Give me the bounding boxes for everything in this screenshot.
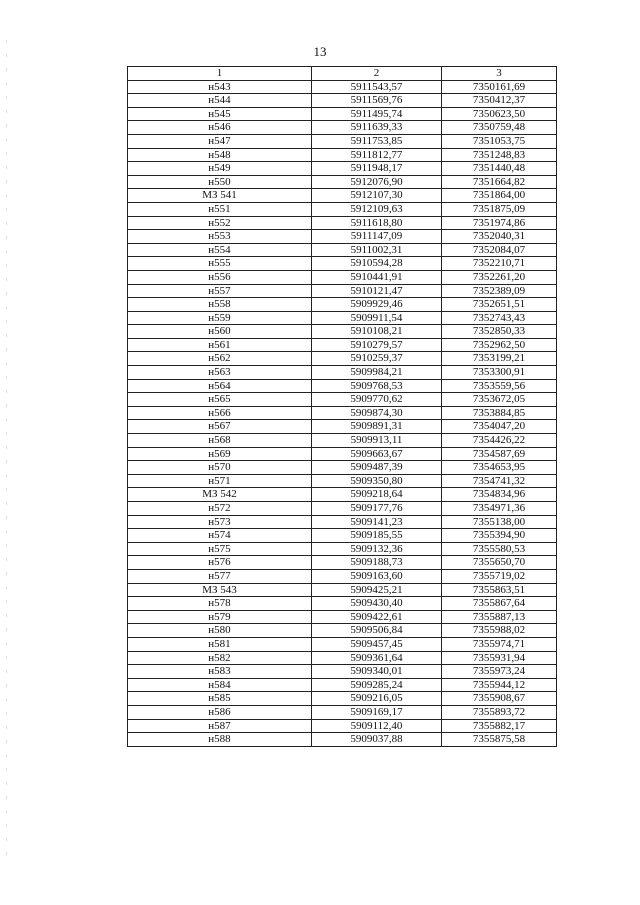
point-id-cell: н552 xyxy=(128,216,312,230)
y-coordinate-cell: 7354653,95 xyxy=(442,461,557,475)
point-id-cell: н566 xyxy=(128,406,312,420)
x-coordinate-cell: 5909874,30 xyxy=(312,406,442,420)
table-row xyxy=(128,202,557,216)
point-id-cell: н586 xyxy=(128,705,312,719)
x-coordinate-cell: 5911147,09 xyxy=(312,230,442,244)
table-row xyxy=(128,134,557,148)
x-coordinate-cell: 5909188,73 xyxy=(312,556,442,570)
column-header-3: 3 xyxy=(442,67,557,81)
table-row xyxy=(128,624,557,638)
y-coordinate-cell: 7350412,37 xyxy=(442,94,557,108)
table-row xyxy=(128,406,557,420)
y-coordinate-cell: 7354587,69 xyxy=(442,447,557,461)
y-coordinate-cell: 7355973,24 xyxy=(442,665,557,679)
point-id-cell: н548 xyxy=(128,148,312,162)
y-coordinate-cell: 7353884,85 xyxy=(442,406,557,420)
y-coordinate-cell: 7351053,75 xyxy=(442,134,557,148)
table-row xyxy=(128,270,557,284)
point-id-cell: н571 xyxy=(128,474,312,488)
point-id-cell: н575 xyxy=(128,542,312,556)
point-id-cell: н576 xyxy=(128,556,312,570)
point-id-cell: н569 xyxy=(128,447,312,461)
x-coordinate-cell: 5909177,76 xyxy=(312,502,442,516)
y-coordinate-cell: 7355893,72 xyxy=(442,705,557,719)
point-id-cell: н557 xyxy=(128,284,312,298)
y-coordinate-cell: 7353672,05 xyxy=(442,393,557,407)
point-id-cell: н549 xyxy=(128,162,312,176)
x-coordinate-cell: 5910108,21 xyxy=(312,325,442,339)
point-id-cell: н579 xyxy=(128,610,312,624)
x-coordinate-cell: 5909770,62 xyxy=(312,393,442,407)
table-row xyxy=(128,148,557,162)
x-coordinate-cell: 5909487,39 xyxy=(312,461,442,475)
table-row xyxy=(128,719,557,733)
y-coordinate-cell: 7355719,02 xyxy=(442,569,557,583)
y-coordinate-cell: 7351974,86 xyxy=(442,216,557,230)
x-coordinate-cell: 5910121,47 xyxy=(312,284,442,298)
y-coordinate-cell: 7355974,71 xyxy=(442,637,557,651)
x-coordinate-cell: 5910279,57 xyxy=(312,338,442,352)
table-row xyxy=(128,243,557,257)
table-row xyxy=(128,80,557,94)
y-coordinate-cell: 7355944,12 xyxy=(442,678,557,692)
x-coordinate-cell: 5911948,17 xyxy=(312,162,442,176)
table-row xyxy=(128,569,557,583)
table-row xyxy=(128,393,557,407)
y-coordinate-cell: 7354834,96 xyxy=(442,488,557,502)
x-coordinate-cell: 5909340,01 xyxy=(312,665,442,679)
table-row xyxy=(128,705,557,719)
point-id-cell: н581 xyxy=(128,637,312,651)
y-coordinate-cell: 7355867,64 xyxy=(442,597,557,611)
table-row xyxy=(128,366,557,380)
point-id-cell: н551 xyxy=(128,202,312,216)
point-id-cell: н546 xyxy=(128,121,312,135)
y-coordinate-cell: 7350161,69 xyxy=(442,80,557,94)
x-coordinate-cell: 5911753,85 xyxy=(312,134,442,148)
point-id-cell: н550 xyxy=(128,175,312,189)
y-coordinate-cell: 7353300,91 xyxy=(442,366,557,380)
table-row xyxy=(128,379,557,393)
y-coordinate-cell: 7352850,33 xyxy=(442,325,557,339)
table-row xyxy=(128,420,557,434)
table-row xyxy=(128,665,557,679)
table-row xyxy=(128,610,557,624)
x-coordinate-cell: 5909350,80 xyxy=(312,474,442,488)
x-coordinate-cell: 5911812,77 xyxy=(312,148,442,162)
table-row xyxy=(128,352,557,366)
x-coordinate-cell: 5909141,23 xyxy=(312,515,442,529)
point-id-cell: н567 xyxy=(128,420,312,434)
point-id-cell: н578 xyxy=(128,597,312,611)
table-row xyxy=(128,216,557,230)
point-id-cell: н587 xyxy=(128,719,312,733)
point-id-cell: н585 xyxy=(128,692,312,706)
point-id-cell: н553 xyxy=(128,230,312,244)
point-id-cell: н554 xyxy=(128,243,312,257)
y-coordinate-cell: 7352962,50 xyxy=(442,338,557,352)
y-coordinate-cell: 7354741,32 xyxy=(442,474,557,488)
x-coordinate-cell: 5909216,05 xyxy=(312,692,442,706)
page-number: 13 xyxy=(313,44,327,59)
table-row xyxy=(128,94,557,108)
x-coordinate-cell: 5909768,53 xyxy=(312,379,442,393)
x-coordinate-cell: 5909163,60 xyxy=(312,569,442,583)
coordinates-table xyxy=(127,66,557,747)
table-row xyxy=(128,189,557,203)
point-id-cell: н574 xyxy=(128,529,312,543)
point-id-cell: МЗ 541 xyxy=(128,189,312,203)
x-coordinate-cell: 5910259,37 xyxy=(312,352,442,366)
x-coordinate-cell: 5909285,24 xyxy=(312,678,442,692)
x-coordinate-cell: 5911639,33 xyxy=(312,121,442,135)
y-coordinate-cell: 7355988,02 xyxy=(442,624,557,638)
y-coordinate-cell: 7353559,56 xyxy=(442,379,557,393)
point-id-cell: н565 xyxy=(128,393,312,407)
y-coordinate-cell: 7351248,83 xyxy=(442,148,557,162)
table-row xyxy=(128,325,557,339)
scan-margin-marks xyxy=(6,40,7,860)
y-coordinate-cell: 7354971,36 xyxy=(442,502,557,516)
x-coordinate-cell: 5909891,31 xyxy=(312,420,442,434)
x-coordinate-cell: 5911495,74 xyxy=(312,107,442,121)
point-id-cell: н580 xyxy=(128,624,312,638)
table-row xyxy=(128,162,557,176)
point-id-cell: н555 xyxy=(128,257,312,271)
point-id-cell: н583 xyxy=(128,665,312,679)
x-coordinate-cell: 5909112,40 xyxy=(312,719,442,733)
x-coordinate-cell: 5912109,63 xyxy=(312,202,442,216)
x-coordinate-cell: 5909663,67 xyxy=(312,447,442,461)
x-coordinate-cell: 5910441,91 xyxy=(312,270,442,284)
table-row xyxy=(128,447,557,461)
table-row xyxy=(128,434,557,448)
point-id-cell: н556 xyxy=(128,270,312,284)
x-coordinate-cell: 5912076,90 xyxy=(312,175,442,189)
y-coordinate-cell: 7353199,21 xyxy=(442,352,557,366)
x-coordinate-cell: 5909132,36 xyxy=(312,542,442,556)
table-row xyxy=(128,515,557,529)
table-row xyxy=(128,542,557,556)
point-id-cell: н561 xyxy=(128,338,312,352)
table-row xyxy=(128,338,557,352)
y-coordinate-cell: 7355931,94 xyxy=(442,651,557,665)
y-coordinate-cell: 7352389,09 xyxy=(442,284,557,298)
y-coordinate-cell: 7355875,58 xyxy=(442,733,557,747)
y-coordinate-cell: 7350759,48 xyxy=(442,121,557,135)
table-row xyxy=(128,597,557,611)
x-coordinate-cell: 5909425,21 xyxy=(312,583,442,597)
y-coordinate-cell: 7350623,50 xyxy=(442,107,557,121)
x-coordinate-cell: 5909913,11 xyxy=(312,434,442,448)
x-coordinate-cell: 5911543,57 xyxy=(312,80,442,94)
table-row xyxy=(128,583,557,597)
table-row xyxy=(128,556,557,570)
point-id-cell: н543 xyxy=(128,80,312,94)
point-id-cell: н584 xyxy=(128,678,312,692)
y-coordinate-cell: 7351440,48 xyxy=(442,162,557,176)
table-row xyxy=(128,311,557,325)
table-row xyxy=(128,257,557,271)
x-coordinate-cell: 5909422,61 xyxy=(312,610,442,624)
point-id-cell: н582 xyxy=(128,651,312,665)
table-row xyxy=(128,678,557,692)
x-coordinate-cell: 5909037,88 xyxy=(312,733,442,747)
x-coordinate-cell: 5911002,31 xyxy=(312,243,442,257)
y-coordinate-cell: 7351664,82 xyxy=(442,175,557,189)
point-id-cell: н570 xyxy=(128,461,312,475)
y-coordinate-cell: 7352651,51 xyxy=(442,298,557,312)
point-id-cell: н564 xyxy=(128,379,312,393)
y-coordinate-cell: 7351875,09 xyxy=(442,202,557,216)
table-body xyxy=(128,80,557,746)
point-id-cell: МЗ 543 xyxy=(128,583,312,597)
table-row xyxy=(128,529,557,543)
x-coordinate-cell: 5909361,64 xyxy=(312,651,442,665)
y-coordinate-cell: 7351864,00 xyxy=(442,189,557,203)
column-header-2: 2 xyxy=(312,67,442,81)
table-row xyxy=(128,733,557,747)
y-coordinate-cell: 7355882,17 xyxy=(442,719,557,733)
table-row xyxy=(128,175,557,189)
point-id-cell: н558 xyxy=(128,298,312,312)
y-coordinate-cell: 7355650,70 xyxy=(442,556,557,570)
x-coordinate-cell: 5909457,45 xyxy=(312,637,442,651)
table-row xyxy=(128,637,557,651)
point-id-cell: н568 xyxy=(128,434,312,448)
table-row xyxy=(128,121,557,135)
point-id-cell: н563 xyxy=(128,366,312,380)
y-coordinate-cell: 7352261,20 xyxy=(442,270,557,284)
table-row xyxy=(128,461,557,475)
y-coordinate-cell: 7355138,00 xyxy=(442,515,557,529)
point-id-cell: н547 xyxy=(128,134,312,148)
table-header-row xyxy=(128,67,557,81)
point-id-cell: н588 xyxy=(128,733,312,747)
x-coordinate-cell: 5909911,54 xyxy=(312,311,442,325)
table-row xyxy=(128,230,557,244)
point-id-cell: н577 xyxy=(128,569,312,583)
x-coordinate-cell: 5911618,80 xyxy=(312,216,442,230)
y-coordinate-cell: 7354047,20 xyxy=(442,420,557,434)
y-coordinate-cell: 7352084,07 xyxy=(442,243,557,257)
point-id-cell: н545 xyxy=(128,107,312,121)
y-coordinate-cell: 7355908,67 xyxy=(442,692,557,706)
y-coordinate-cell: 7354426,22 xyxy=(442,434,557,448)
point-id-cell: н562 xyxy=(128,352,312,366)
table-row xyxy=(128,651,557,665)
point-id-cell: н559 xyxy=(128,311,312,325)
point-id-cell: МЗ 542 xyxy=(128,488,312,502)
point-id-cell: н560 xyxy=(128,325,312,339)
x-coordinate-cell: 5912107,30 xyxy=(312,189,442,203)
x-coordinate-cell: 5909506,84 xyxy=(312,624,442,638)
table-row xyxy=(128,284,557,298)
table-row xyxy=(128,692,557,706)
y-coordinate-cell: 7355887,13 xyxy=(442,610,557,624)
table-row xyxy=(128,502,557,516)
x-coordinate-cell: 5909169,17 xyxy=(312,705,442,719)
y-coordinate-cell: 7355863,51 xyxy=(442,583,557,597)
table-row xyxy=(128,488,557,502)
y-coordinate-cell: 7355580,53 xyxy=(442,542,557,556)
x-coordinate-cell: 5909218,64 xyxy=(312,488,442,502)
table-row xyxy=(128,474,557,488)
x-coordinate-cell: 5910594,28 xyxy=(312,257,442,271)
column-header-1: 1 xyxy=(128,67,312,81)
point-id-cell: н573 xyxy=(128,515,312,529)
x-coordinate-cell: 5909929,46 xyxy=(312,298,442,312)
x-coordinate-cell: 5909185,55 xyxy=(312,529,442,543)
table-row xyxy=(128,107,557,121)
point-id-cell: н544 xyxy=(128,94,312,108)
x-coordinate-cell: 5909430,40 xyxy=(312,597,442,611)
y-coordinate-cell: 7355394,90 xyxy=(442,529,557,543)
y-coordinate-cell: 7352743,43 xyxy=(442,311,557,325)
table-row xyxy=(128,298,557,312)
point-id-cell: н572 xyxy=(128,502,312,516)
y-coordinate-cell: 7352040,31 xyxy=(442,230,557,244)
y-coordinate-cell: 7352210,71 xyxy=(442,257,557,271)
x-coordinate-cell: 5911569,76 xyxy=(312,94,442,108)
x-coordinate-cell: 5909984,21 xyxy=(312,366,442,380)
